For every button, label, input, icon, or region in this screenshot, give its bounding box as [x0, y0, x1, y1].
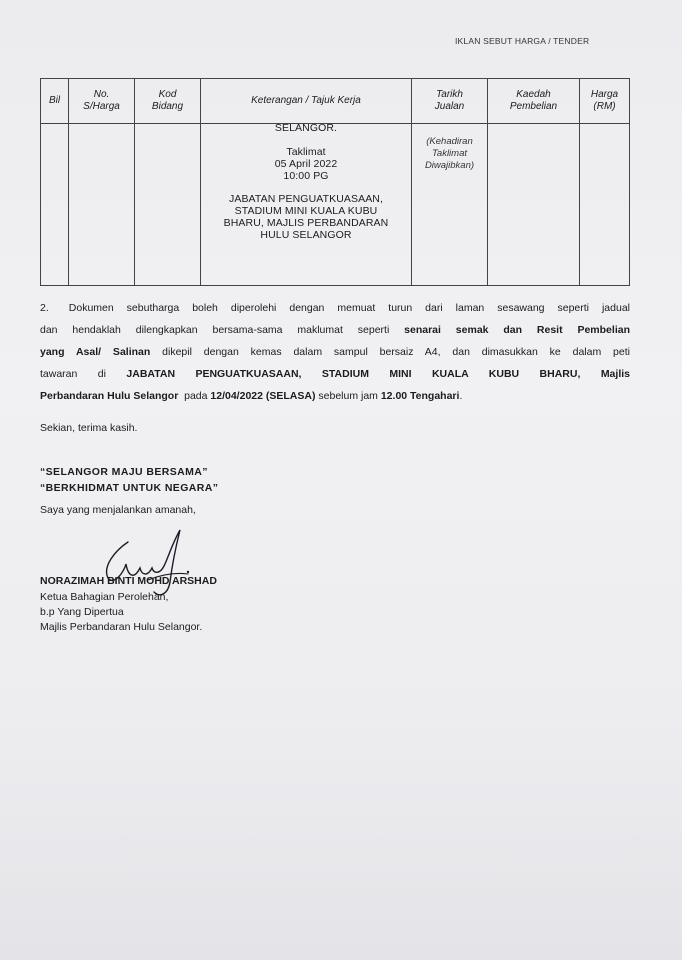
signatory-name: NORAZIMAH BINTI MOHD ARSHAD [40, 575, 217, 587]
desc-briefing-label: Taklimat [286, 146, 326, 158]
desc-briefing-time: 10:00 PG [283, 170, 329, 182]
table-row [41, 124, 630, 286]
signatory-title-2: b.p Yang Dipertua [40, 606, 124, 618]
motto-line-2: “BERKHIDMAT UNTUK NEGARA” [40, 482, 219, 494]
closing-line: Sekian, terima kasih. [40, 422, 138, 434]
cell-keterangan [201, 124, 412, 286]
tarikh-note-line: Diwajibkan) [424, 160, 475, 171]
col-kod-bidang: Kod Bidang [135, 79, 201, 124]
cell-tarikh-jualan [412, 124, 488, 286]
cell-no-sharga [69, 124, 135, 286]
col-harga: Harga (RM) [580, 79, 630, 124]
col-kaedah-pembelian: Kaedah Pembelian [488, 79, 580, 124]
table-header-row [41, 79, 630, 124]
cell-kaedah-pembelian [488, 124, 580, 286]
col-bil: Bil [41, 79, 69, 124]
signatory-title-1: Ketua Bahagian Perolehan, [40, 591, 169, 603]
cell-kod-bidang [135, 124, 201, 286]
motto-line-1: “SELANGOR MAJU BERSAMA” [40, 466, 208, 478]
cell-bil [41, 124, 69, 286]
paragraph-line: yang Asal/ Salinan dikepil dengan kemas dalam sampul bersaiz A4, dan dimasukkan ke dalam peti [40, 346, 630, 358]
desc-briefing-date: 05 April 2022 [274, 158, 338, 170]
col-no-sharga: No. S/Harga [69, 79, 135, 124]
cell-harga [580, 124, 630, 286]
paragraph-line: dan hendaklah dilengkapkan bersama-sama maklumat seperti senarai semak dan Resit Pembelian [40, 324, 630, 336]
paragraph-line: tawaran di JABATAN PENGUATKUASAAN, STADIUM MINI KUALA KUBU BHARU, Majlis [40, 368, 630, 380]
col-keterangan: Keterangan / Tajuk Kerja [201, 79, 412, 124]
tarikh-note-line: Taklimat [431, 148, 468, 159]
signature-image [88, 522, 198, 602]
signatory-title-3: Majlis Perbandaran Hulu Selangor. [40, 621, 203, 633]
tender-table [40, 78, 630, 286]
paragraph-line: Perbandaran Hulu Selangor pada 12/04/2022 (SELASA) sebelum jam 12.00 Tengahari. [40, 390, 463, 402]
desc-venue-line: JABATAN PENGUATKUASAAN, [229, 193, 383, 205]
trust-line: Saya yang menjalankan amanah, [40, 504, 196, 516]
paragraph-2 [40, 297, 630, 407]
document-category-header: IKLAN SEBUT HARGA / TENDER [455, 36, 590, 46]
desc-region: SELANGOR. [274, 122, 338, 134]
desc-venue-line: HULU SELANGOR [260, 229, 352, 241]
tarikh-note-line: (Kehadiran [426, 136, 473, 147]
col-tarikh-jualan: Tarikh Jualan [412, 79, 488, 124]
desc-venue-line: BHARU, MAJLIS PERBANDARAN [223, 217, 389, 229]
desc-venue-line: STADIUM MINI KUALA KUBU [234, 205, 378, 217]
paragraph-line: 2. Dokumen sebutharga boleh diperolehi dengan memuat turun dari laman sesawang seperti jadual [40, 302, 630, 314]
